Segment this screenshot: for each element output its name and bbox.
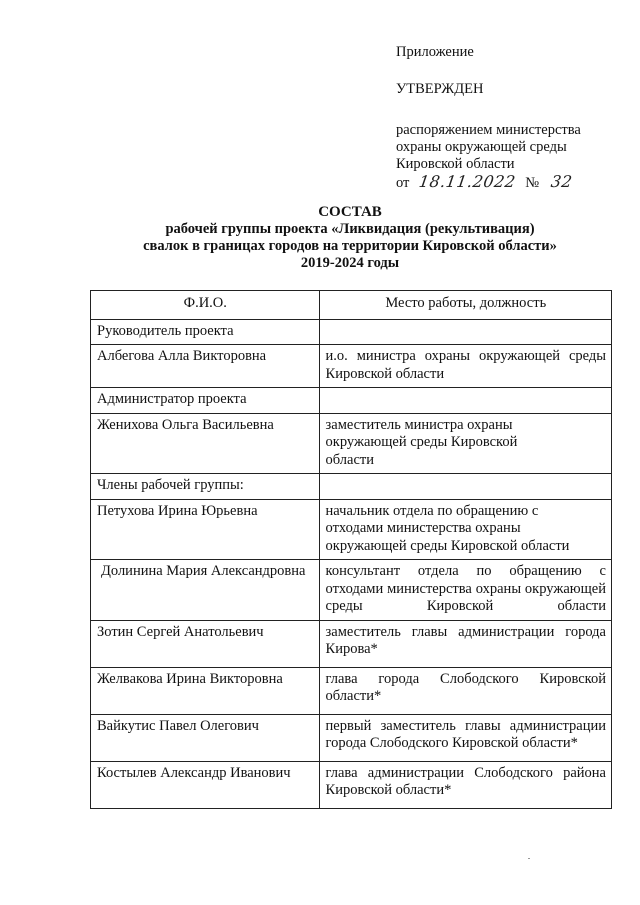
table-header-row xyxy=(91,291,612,320)
row-position: глава города Слободского Кировской области* xyxy=(319,667,611,714)
table-row xyxy=(91,761,612,808)
table-row xyxy=(91,388,612,414)
title-line-4: 2019-2024 годы xyxy=(300,255,400,271)
number-prefix: № xyxy=(525,175,540,191)
title-line-1: СОСТАВ xyxy=(318,204,382,220)
row-position: и.о. министра охраны окружающей среды Кировской области xyxy=(319,345,611,388)
row-position: глава администрации Слободского района Кировской области* xyxy=(319,761,611,808)
table-row xyxy=(91,667,612,714)
appendix-block xyxy=(396,44,581,192)
title-line-2: рабочей группы проекта «Ликвидация (рекультивация) xyxy=(165,221,535,237)
row-position: первый заместитель главы администрации города Слободского Кировской области* xyxy=(319,714,611,761)
table-row xyxy=(91,319,612,345)
row-name: Долинина Мария Александровна xyxy=(91,560,320,621)
row-name: Члены рабочей группы: xyxy=(91,474,320,500)
row-position: заместитель министра охраны окружающей среды Кировской области xyxy=(319,413,611,474)
date-prefix: от xyxy=(396,175,410,191)
row-name: Зотин Сергей Анатольевич xyxy=(91,620,320,667)
row-position xyxy=(319,388,611,414)
row-position xyxy=(319,474,611,500)
working-group-table xyxy=(90,290,612,809)
document-title xyxy=(60,204,640,272)
order-line-1: распоряжением министерства xyxy=(396,122,581,138)
order-line-3: Кировской области xyxy=(396,156,515,172)
row-position: заместитель главы администрации города Кирова* xyxy=(319,620,611,667)
scan-speck xyxy=(528,858,530,859)
row-name: Костылев Александр Иванович xyxy=(91,761,320,808)
table-row xyxy=(91,413,612,474)
row-name: Вайкутис Павел Олегович xyxy=(91,714,320,761)
title-line-3: свалок в границах городов на территории Кировской области» xyxy=(143,238,557,254)
table-row xyxy=(91,345,612,388)
row-position: консультант отдела по обращению с отходами министерства охраны окружающей среды Кировской области xyxy=(319,560,611,621)
appendix-label: Приложение xyxy=(396,44,474,60)
row-name: Албегова Алла Викторовна xyxy=(91,345,320,388)
order-date-line xyxy=(396,173,581,192)
row-name: Петухова Ирина Юрьевна xyxy=(91,499,320,560)
table-row xyxy=(91,499,612,560)
header-position: Место работы, должность xyxy=(319,291,611,320)
handwritten-number: 32 xyxy=(549,172,574,191)
approved-label: УТВЕРЖДЕН xyxy=(396,81,484,97)
row-position xyxy=(319,319,611,345)
row-name: Руководитель проекта xyxy=(91,319,320,345)
row-name: Желвакова Ирина Викторовна xyxy=(91,667,320,714)
header-name: Ф.И.О. xyxy=(91,291,320,320)
order-line-2: охраны окружающей среды xyxy=(396,139,567,155)
table-row xyxy=(91,560,612,621)
table-row xyxy=(91,620,612,667)
table-row xyxy=(91,474,612,500)
row-name: Администратор проекта xyxy=(91,388,320,414)
row-position: начальник отдела по обращению с отходами министерства охраны окружающей среды Кировской области xyxy=(319,499,611,560)
handwritten-date: 18.11.2022 xyxy=(417,172,517,191)
row-name: Женихова Ольга Васильевна xyxy=(91,413,320,474)
table-row xyxy=(91,714,612,761)
